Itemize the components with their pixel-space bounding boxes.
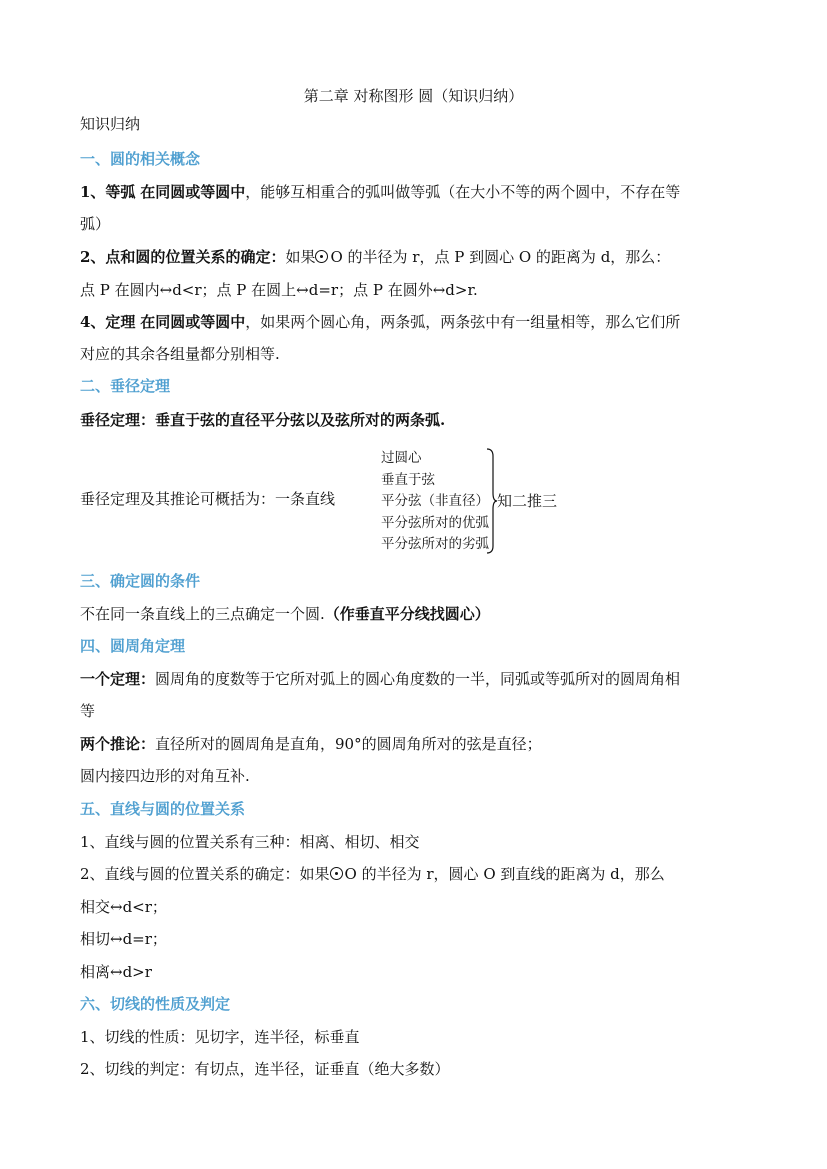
theorem-label: 一个定理： <box>80 670 156 688</box>
section1-item1 <box>80 182 680 202</box>
section3-text <box>80 604 490 624</box>
brace-item: 平分弦（非直径） <box>381 493 489 509</box>
section1-item4 <box>80 312 680 332</box>
item4-bold: 在同圆或等圆中 <box>140 313 246 331</box>
item2-a: 2、直线与圆的位置关系的确定：如果 <box>80 865 330 883</box>
inscribed-angle-corollaries-cont: 圆内接四边形的对角互补. <box>80 767 250 785</box>
subtitle: 知识归纳 <box>80 115 141 133</box>
inscribed-angle-theorem-cont: 等 <box>80 702 96 720</box>
item2-text-b: O 的半径为 r，点 P 到圆心 O 的距离为 d，那么： <box>330 248 671 266</box>
theorem-text: 圆周角的度数等于它所对弧上的圆心角度数的一半，同弧或等弧所对的圆周角相 <box>155 670 681 688</box>
item4-text: ，如果两个圆心角，两条弧，两条弦中有一组量相等，那么它们所 <box>245 313 681 331</box>
brace-item: 平分弦所对的优弧 <box>381 514 489 531</box>
item4-label: 4、定理 <box>80 313 136 331</box>
brace-item: 平分弦所对的劣弧 <box>381 536 489 552</box>
inscribed-angle-corollaries <box>80 734 542 754</box>
corollary-text: 直径所对的圆周角是直角，90°的圆周角所对的弦是直径； <box>155 735 542 753</box>
section6-item1: 1、切线的性质：见切字，连半径，标垂直 <box>80 1028 360 1046</box>
section-heading-3: 三、确定圆的条件 <box>80 572 201 590</box>
inscribed-angle-theorem <box>80 669 680 689</box>
section1-item2 <box>80 247 670 267</box>
section1-item1-cont: 弧） <box>80 215 111 233</box>
section6-item2: 2、切线的判定：有切点，连半径，证垂直（绝大多数） <box>80 1060 450 1078</box>
case-separate: 相离↔d>r <box>80 963 152 981</box>
item2-label: 2、点和圆的位置关系的确定： <box>80 248 286 266</box>
section5-item2 <box>80 864 665 884</box>
section-heading-5: 五、直线与圆的位置关系 <box>80 800 246 818</box>
brace-conditions-list <box>381 448 489 556</box>
section-heading-1: 一、圆的相关概念 <box>80 150 201 168</box>
three-points-hint: （作垂直平分线找圆心） <box>324 605 490 623</box>
item1-text: ，能够互相重合的弧叫做等弧（在大小不等的两个圆中，不存在等 <box>245 183 681 201</box>
item1-bold: 在同圆或等圆中 <box>140 183 246 201</box>
case-tangent: 相切↔d=r； <box>80 930 167 948</box>
corollary-label: 两个推论： <box>80 735 156 753</box>
circle-dot-icon <box>330 867 343 880</box>
section-heading-2: 二、垂径定理 <box>80 377 171 395</box>
brace-item: 过圆心 <box>381 450 422 466</box>
perpendicular-diameter-theorem: 垂径定理：垂直于弦的直径平分弦以及弦所对的两条弧. <box>80 411 446 429</box>
theorem-summary-right: 知二推三 <box>497 492 558 510</box>
item2-b: O 的半径为 r，圆心 O 到直线的距离为 d，那么 <box>344 865 665 883</box>
section1-item2-cont: 点 P 在圆内↔d<r；点 P 在圆上↔d=r；点 P 在圆外↔d>r. <box>80 281 478 299</box>
section5-item1: 1、直线与圆的位置关系有三种：相离、相切、相交 <box>80 833 420 851</box>
section-heading-4: 四、圆周角定理 <box>80 637 186 655</box>
section1-item4-cont: 对应的其余各组量都分别相等. <box>80 345 280 363</box>
three-points-text: 不在同一条直线上的三点确定一个圆. <box>80 605 325 623</box>
theorem-summary-left: 垂径定理及其推论可概括为：一条直线 <box>80 490 336 508</box>
item2-text-a: 如果 <box>285 248 316 266</box>
circle-dot-icon <box>315 250 328 263</box>
brace-item: 垂直于弦 <box>381 471 435 488</box>
section-heading-6: 六、切线的性质及判定 <box>80 995 231 1013</box>
item1-label: 1、等弧 <box>80 183 136 201</box>
page-title: 第二章 对称图形 圆（知识归纳） <box>303 87 524 105</box>
case-intersect: 相交↔d<r； <box>80 898 167 916</box>
